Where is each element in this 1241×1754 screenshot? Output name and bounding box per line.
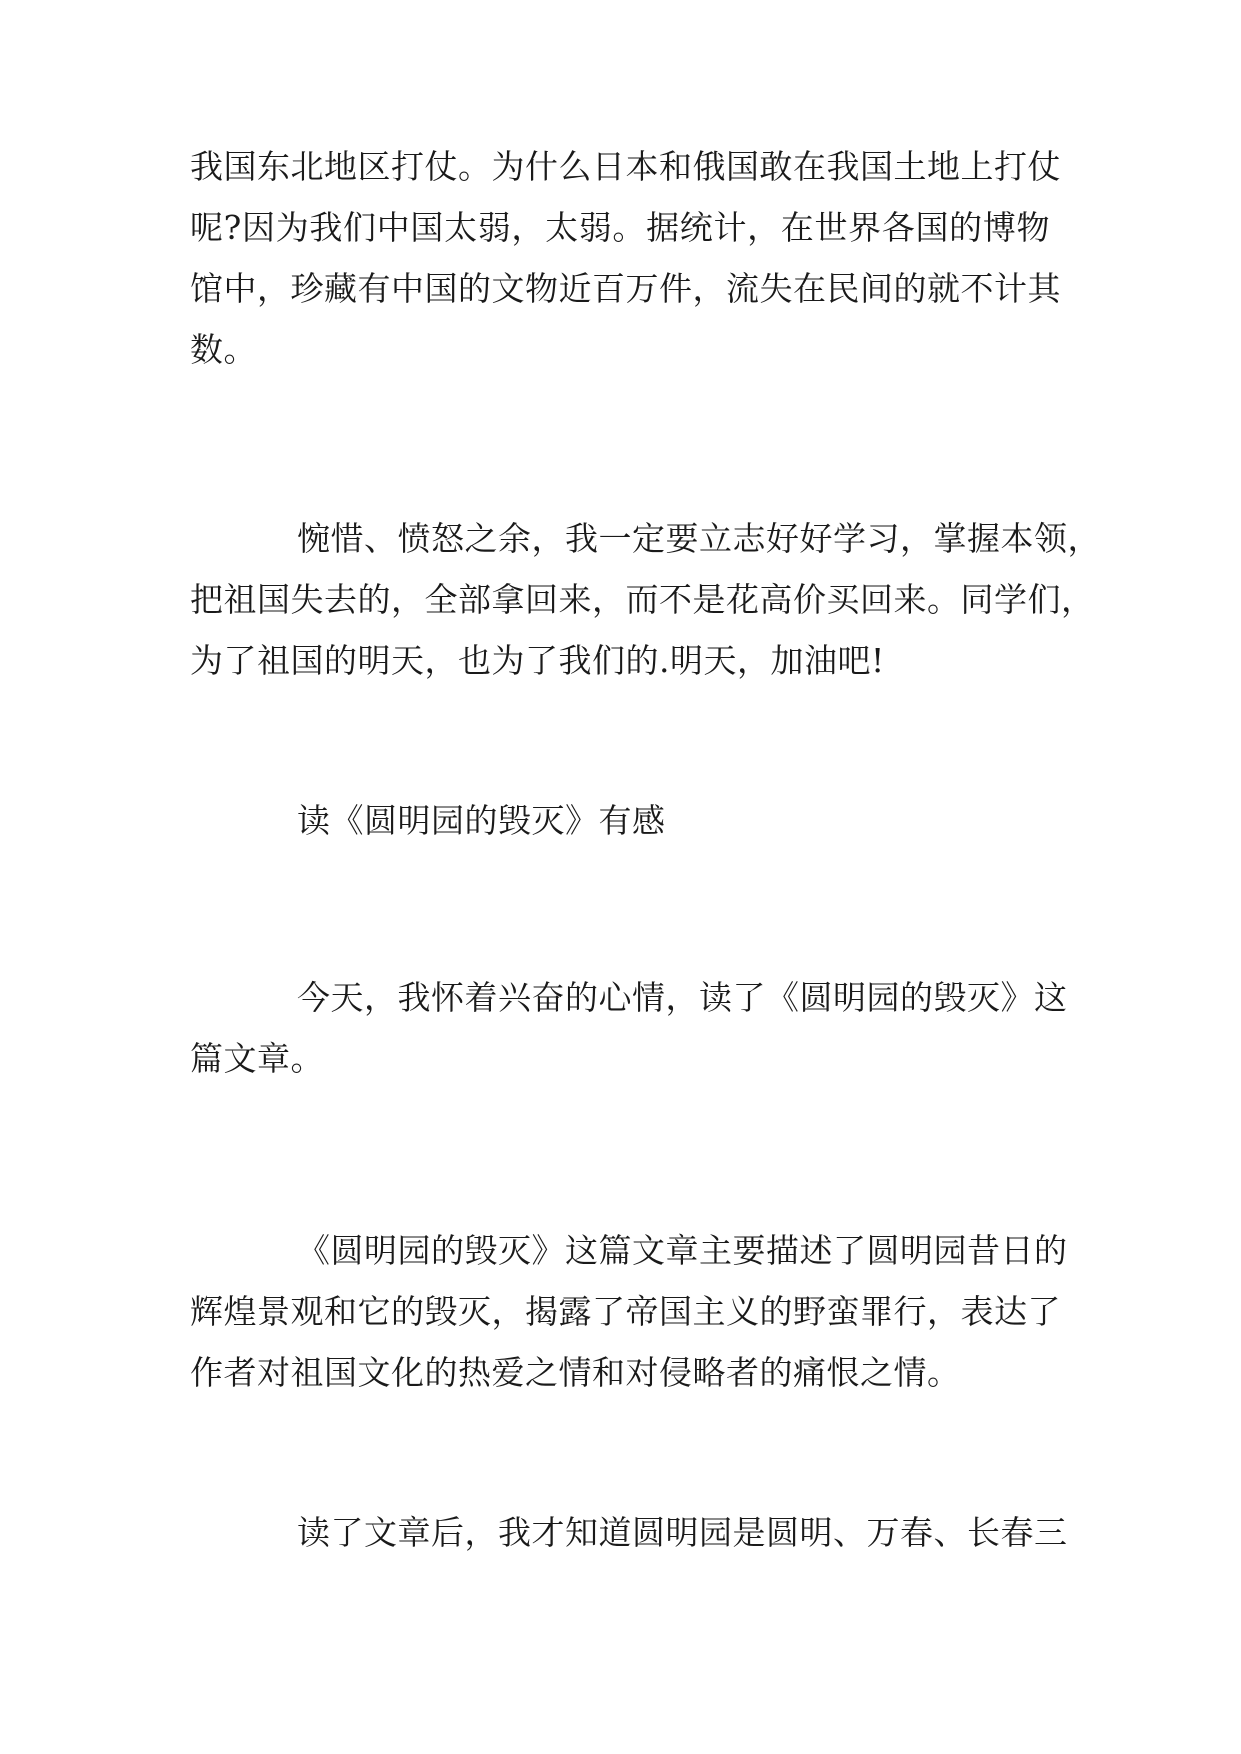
paragraph-resolve xyxy=(190,508,1101,691)
essay-title xyxy=(190,790,1050,851)
text-line: 作者对祖国文化的热爱之情和对侵略者的痛恨之情。 xyxy=(190,1353,961,1392)
title-line: 读《圆明园的毁灭》有感 xyxy=(297,801,666,840)
paragraph-after-reading xyxy=(190,1502,1068,1563)
text-line: 呢?因为我们中国太弱，太弱。据统计，在世界各国的博物 xyxy=(190,208,1050,247)
text-line: 今天，我怀着兴奋的心情，读了《圆明园的毁灭》这 xyxy=(297,978,1068,1017)
paragraph-intro xyxy=(190,967,1068,1089)
text-line: 辉煌景观和它的毁灭，揭露了帝国主义的野蛮罪行，表达了 xyxy=(190,1292,1061,1331)
text-line: 为了祖国的明天，也为了我们的.明天，加油吧! xyxy=(190,641,885,680)
text-line: 把祖国失去的，全部拿回来，而不是花高价买回来。同学们， xyxy=(190,580,1095,619)
text-line: 惋惜、愤怒之余，我一定要立志好好学习，掌握本领， xyxy=(297,519,1101,558)
text-line: 读了文章后，我才知道圆明园是圆明、万春、长春三 xyxy=(297,1513,1068,1552)
text-line: 我国东北地区打仗。为什么日本和俄国敢在我国土地上打仗 xyxy=(190,147,1061,186)
text-line: 馆中，珍藏有中国的文物近百万件，流失在民间的就不计其 xyxy=(190,269,1061,308)
text-line: 篇文章。 xyxy=(190,1039,324,1078)
text-line: 《圆明园的毁灭》这篇文章主要描述了圆明园昔日的 xyxy=(297,1231,1068,1270)
text-line: 数。 xyxy=(190,330,257,369)
paragraph-museum-relics xyxy=(190,136,1061,380)
paragraph-summary xyxy=(190,1220,1068,1403)
